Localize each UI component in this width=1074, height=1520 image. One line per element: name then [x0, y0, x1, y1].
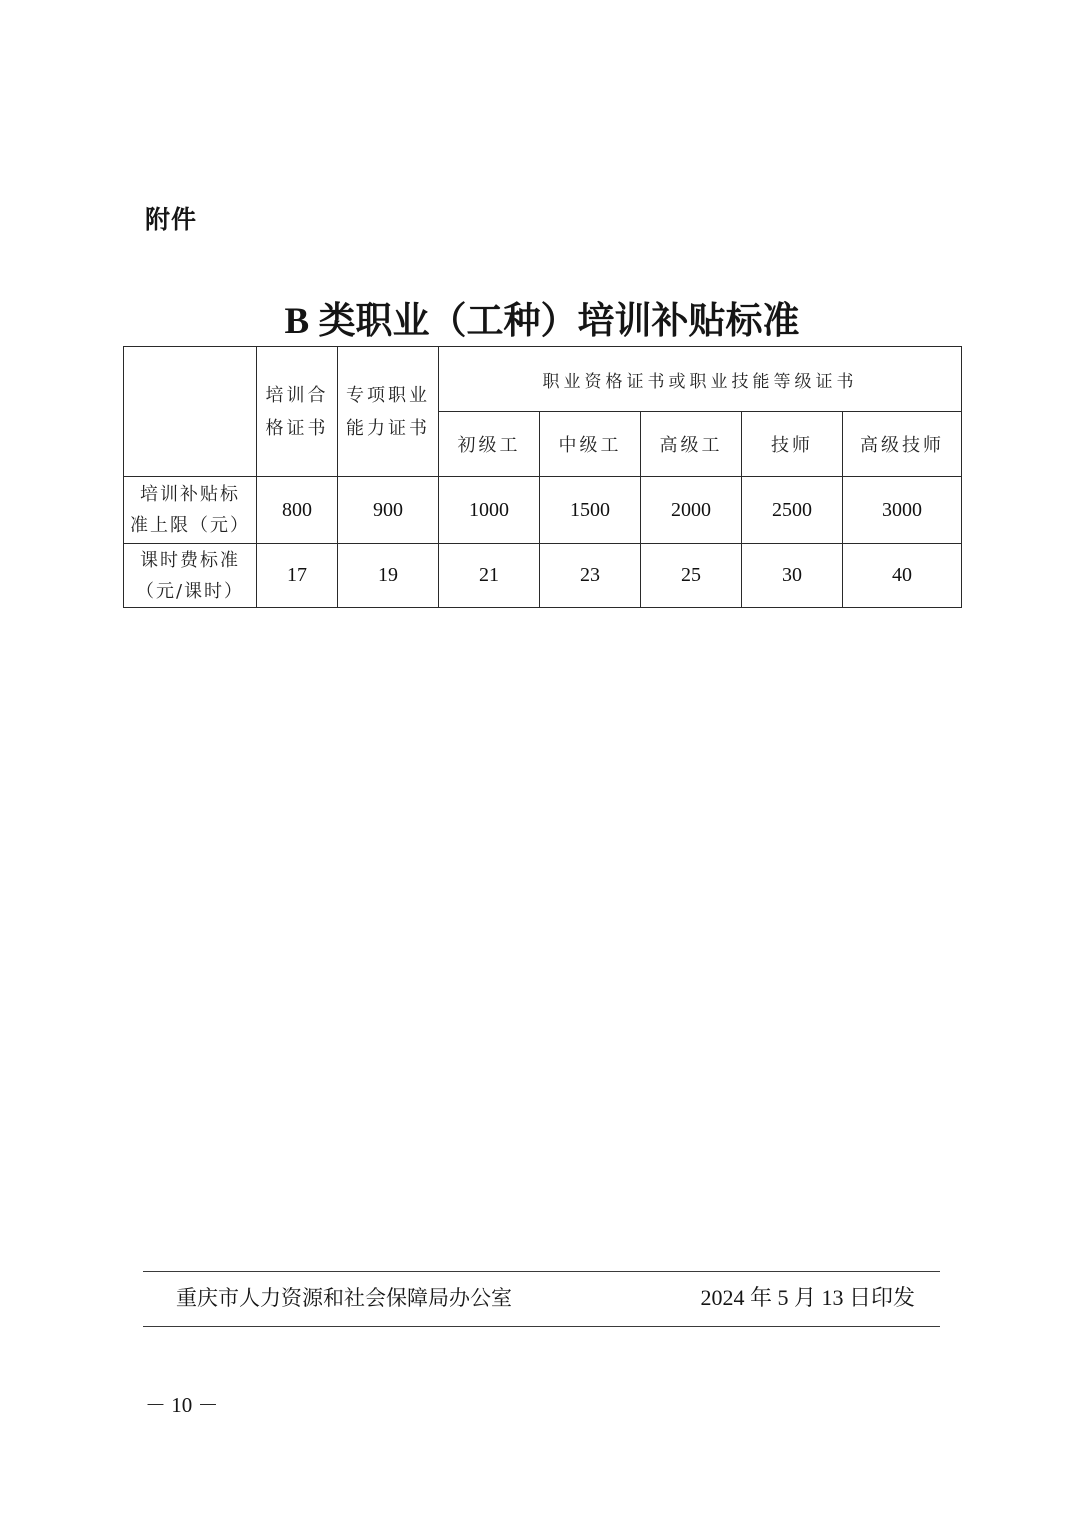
value-cell: 1000 [439, 477, 540, 544]
value-cell: 30 [742, 544, 843, 608]
value-cell: 17 [257, 544, 338, 608]
row-label-line: 准上限（元） [130, 515, 250, 536]
footer-issue-date: 2024 年 5 月 13 日印发 [700, 1285, 915, 1310]
value-cell: 800 [257, 477, 338, 544]
header-line: 格证书 [265, 417, 329, 439]
document-title: B 类职业（工种）培训补贴标准 [284, 301, 800, 342]
value-cell: 2500 [742, 477, 843, 544]
subsidy-standard-table [123, 346, 962, 608]
row-label-line: 课时费标准 [140, 549, 240, 571]
corner-cell [124, 347, 257, 477]
value-cell: 1500 [540, 477, 641, 544]
value-cell: 23 [540, 544, 641, 608]
header-row-top [124, 347, 962, 412]
value-cell: 2000 [641, 477, 742, 544]
table-row [124, 544, 962, 608]
value-cell: 25 [641, 544, 742, 608]
header-level: 初级工 [439, 412, 540, 477]
value-cell: 3000 [843, 477, 962, 544]
footer-bottom-rule [143, 1326, 940, 1327]
header-qualification-group: 职业资格证书或职业技能等级证书 [439, 347, 962, 412]
header-level: 高级技师 [843, 412, 962, 477]
page-number: － 10 － [145, 1393, 219, 1417]
value-cell: 19 [338, 544, 439, 608]
header-training-cert [257, 347, 338, 477]
row-label-line: 培训补贴标 [140, 484, 240, 505]
value-cell: 21 [439, 544, 540, 608]
header-level: 高级工 [641, 412, 742, 477]
footer-top-rule [143, 1271, 940, 1272]
header-line: 培训合 [265, 384, 329, 406]
table-row [124, 477, 962, 544]
row-label [124, 544, 257, 608]
header-line: 能力证书 [346, 417, 430, 439]
header-level: 技师 [742, 412, 843, 477]
header-special-cert [338, 347, 439, 477]
footer-issuer: 重庆市人力资源和社会保障局办公室 [176, 1286, 512, 1310]
value-cell: 40 [843, 544, 962, 608]
value-cell: 900 [338, 477, 439, 544]
header-line: 专项职业 [346, 384, 430, 406]
attachment-label: 附件 [145, 205, 198, 234]
header-level: 中级工 [540, 412, 641, 477]
row-label [124, 477, 257, 544]
row-label-line: （元/课时） [135, 580, 245, 602]
